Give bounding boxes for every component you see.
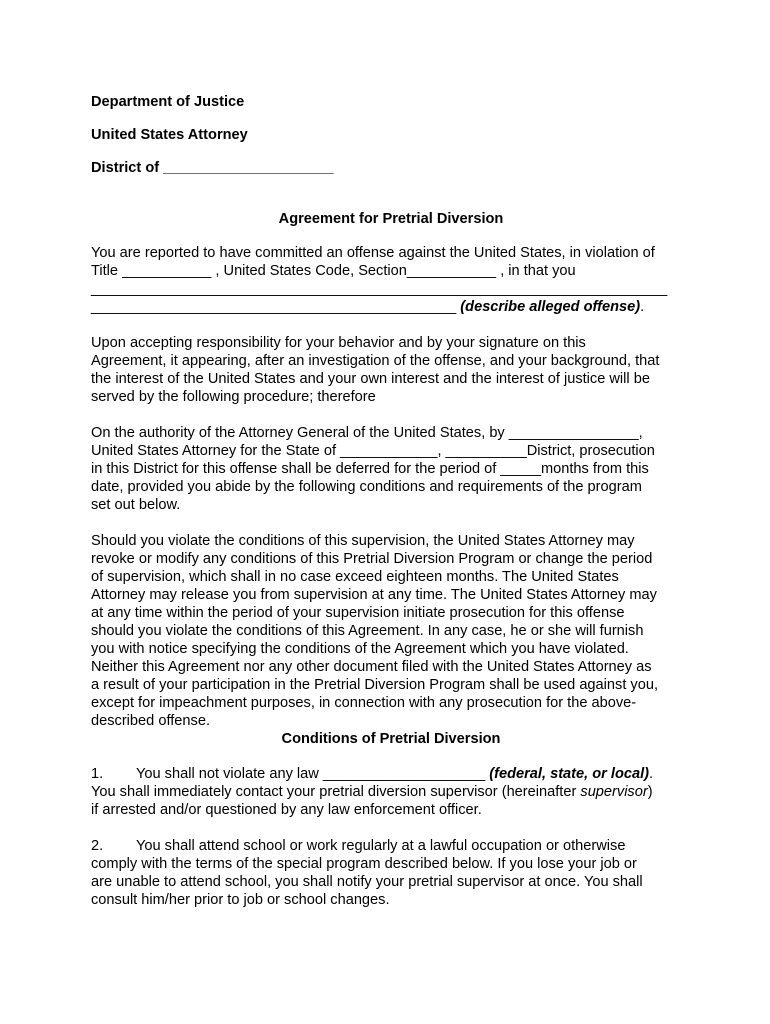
paragraph-line: date, provided you abide by the following conditions and requirements of the program xyxy=(91,479,642,495)
authority-paragraph xyxy=(91,424,691,514)
paragraph-line: Agreement, it appearing, after an investigation of the offense, and your background, that xyxy=(91,353,660,369)
condition-line xyxy=(91,765,691,783)
violation-paragraph xyxy=(91,532,691,730)
intro-line xyxy=(91,298,691,316)
intro-line: You are reported to have committed an offense against the United States, in violation of xyxy=(91,245,655,261)
intro-line: _______________________________________________________________________ xyxy=(91,281,668,297)
paragraph-line: served by the following procedure; therefore xyxy=(91,389,376,405)
condition-line xyxy=(91,783,691,801)
condition-number: 1. xyxy=(91,766,104,782)
condition-2 xyxy=(91,837,691,909)
header-office: United States Attorney xyxy=(91,127,248,143)
conditions-title: Conditions of Pretrial Diversion xyxy=(281,731,501,747)
condition-text: You shall immediately contact your pretrial diversion supervisor (hereinafter xyxy=(91,784,581,800)
paragraph-line: a result of your participation in the Pretrial Diversion Program shall be used against you, xyxy=(91,677,659,693)
law-type-note: (federal, state, or local) xyxy=(489,766,650,782)
offense-period: . xyxy=(640,299,645,315)
condition-1 xyxy=(91,765,691,819)
condition-line: are unable to attend school, you shall notify your pretrial supervisor at once. You shall xyxy=(91,874,643,890)
condition-period: . xyxy=(649,766,654,782)
document-title: Agreement for Pretrial Diversion xyxy=(278,211,504,227)
condition-text: You shall not violate any law ____________________ xyxy=(136,766,490,782)
condition-text: You shall attend school or work regularly at a lawful occupation or otherwise xyxy=(136,838,626,854)
supervisor-term: supervisor xyxy=(580,784,648,800)
paragraph-line: revoke or modify any conditions of this Pretrial Diversion Program or change the period xyxy=(91,551,653,567)
condition-line xyxy=(91,837,691,855)
intro-line: Title ___________ , United States Code, Section___________ , in that you xyxy=(91,263,576,279)
condition-line: comply with the terms of the special program described below. If you lose your job or xyxy=(91,856,637,872)
acceptance-paragraph xyxy=(91,334,691,406)
paragraph-line: except for impeachment purposes, in connection with any prosecution for the above- xyxy=(91,695,637,711)
intro-paragraph xyxy=(91,244,691,316)
document-page xyxy=(91,93,691,927)
paragraph-line: described offense. xyxy=(91,713,210,729)
paragraph-line: United States Attorney for the State of ____________, __________District, prosecution xyxy=(91,443,655,459)
condition-line: if arrested and/or questioned by any law enforcement officer. xyxy=(91,802,482,818)
paragraph-line: of supervision, which shall in no case exceed eighteen months. The United States xyxy=(91,569,619,585)
paragraph-line: Neither this Agreement nor any other document filed with the United States Attorney as xyxy=(91,659,652,675)
paragraph-line: Upon accepting responsibility for your behavior and by your signature on this xyxy=(91,335,586,351)
paragraph-line: Attorney may release you from supervision at any time. The United States Attorney may xyxy=(91,587,657,603)
paragraph-line: at any time within the period of your supervision initiate prosecution for this offense xyxy=(91,605,625,621)
header-district: District of _____________________ xyxy=(91,160,334,176)
paragraph-line: set out below. xyxy=(91,497,181,513)
paragraph-line: in this District for this offense shall be deferred for the period of _____months from this xyxy=(91,461,649,477)
header-department: Department of Justice xyxy=(91,94,245,110)
offense-note: (describe alleged offense) xyxy=(460,299,641,315)
paragraph-line: the interest of the United States and your own interest and the interest of justice will be xyxy=(91,371,650,387)
paragraph-line: Should you violate the conditions of this supervision, the United States Attorney may xyxy=(91,533,635,549)
paragraph-line: should you violate the conditions of this Agreement. In any case, he or she will furnish xyxy=(91,623,644,639)
paragraph-line: On the authority of the Attorney General of the United States, by ________________, xyxy=(91,425,643,441)
condition-number: 2. xyxy=(91,838,104,854)
condition-text: ) xyxy=(647,784,653,800)
condition-line: consult him/her prior to job or school changes. xyxy=(91,892,390,908)
paragraph-line: you with notice specifying the conditions of the Agreement which you have violated. xyxy=(91,641,629,657)
offense-blank: _____________________________________________ xyxy=(91,299,461,315)
